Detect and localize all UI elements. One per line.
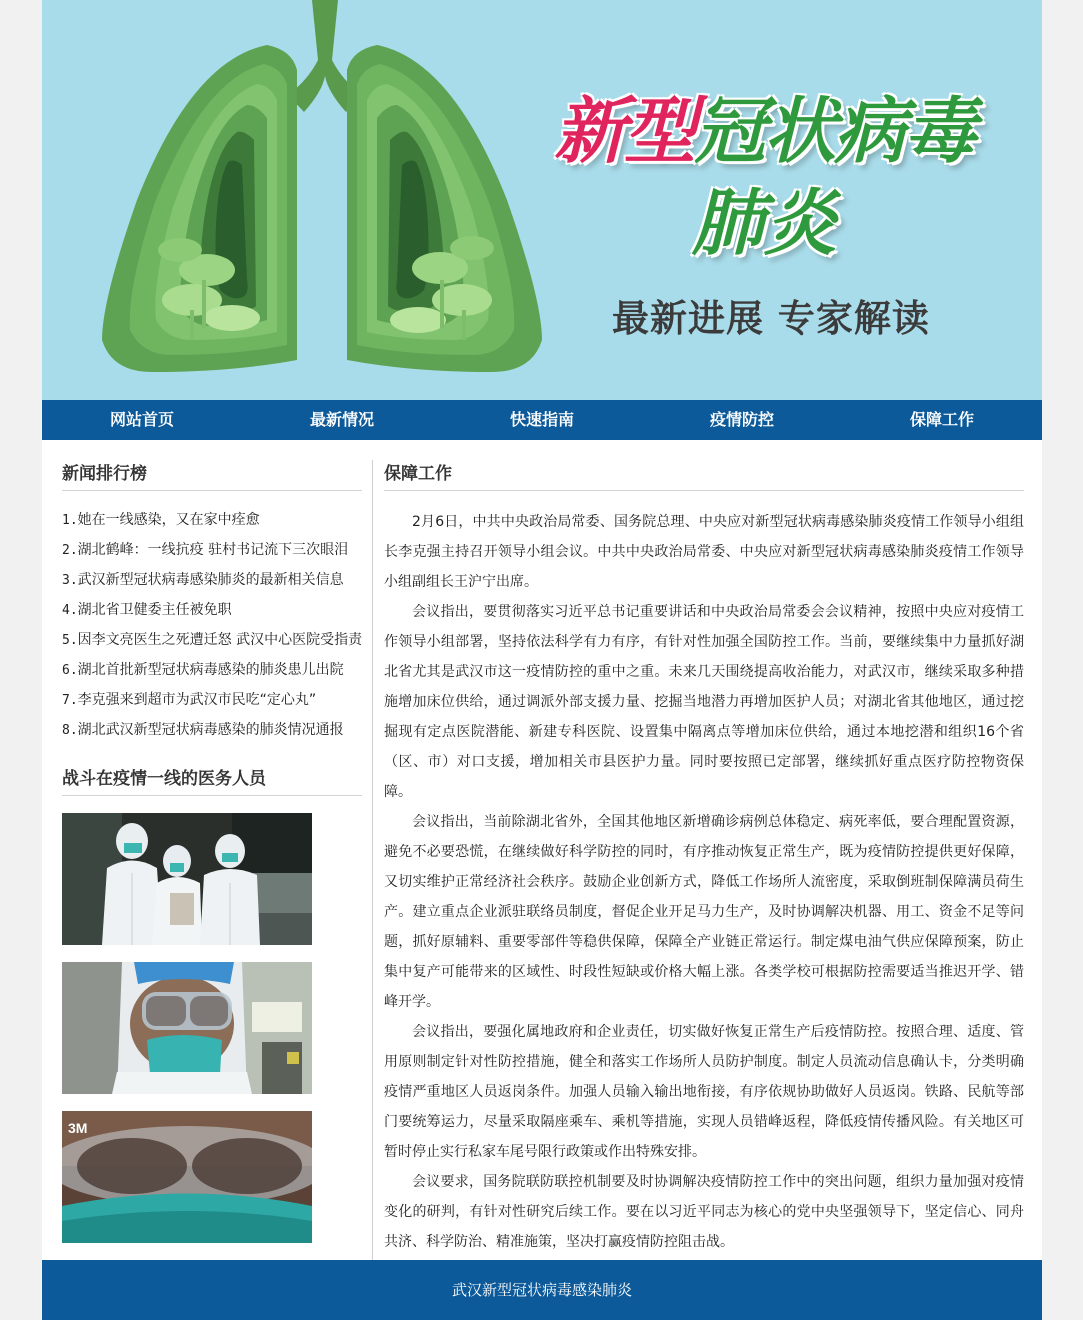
ranking-item[interactable] [62, 715, 362, 745]
nav-item-latest[interactable]: 最新情况 [309, 410, 374, 429]
sidebar [62, 460, 362, 1243]
footer [42, 1260, 1042, 1320]
ranking-link[interactable]: 她在一线感染，又在家中痊愈 [77, 512, 260, 528]
main-nav [42, 400, 1042, 440]
ranking-item[interactable] [62, 505, 362, 535]
ranking-item[interactable] [62, 625, 362, 655]
medical-staff-photo-2[interactable] [62, 962, 312, 1094]
ranking-link[interactable]: 李克强来到超市为武汉市民吃“定心丸” [77, 692, 317, 708]
ranking-number: 8. [62, 723, 78, 738]
ranking-item[interactable] [62, 685, 362, 715]
footer-text: 武汉新型冠状病毒感染肺炎 [451, 1281, 632, 1299]
ranking-link[interactable]: 湖北省卫健委主任被免职 [77, 602, 232, 618]
main-content [384, 460, 1024, 1257]
ranking-number: 7. [62, 693, 78, 708]
ranking-item[interactable] [62, 565, 362, 595]
nav-item-support[interactable]: 保障工作 [909, 410, 974, 429]
ranking-number: 3. [62, 573, 78, 588]
frontline-title: 战斗在疫情一线的医务人员 [62, 765, 362, 796]
main-section-title: 保障工作 [384, 460, 1024, 491]
banner [42, 0, 1042, 400]
nav-item-prevention[interactable]: 疫情防控 [709, 410, 774, 429]
article-body [384, 507, 1024, 1257]
banner-title-green: 冠状病毒 [694, 89, 975, 173]
article-paragraph: 会议指出，当前除湖北省外，全国其他地区新增确诊病例总体稳定、病死率低，要合理配置资源，避免不必要恐慌，在继续做好科学防控的同时，有序推动恢复正常生产，既为疫情防控提供更好保障，又切实维护正常经济社会秩序。鼓励企业创新方式，降低工作场所人流密度，采取倒班制保障满员荷生产。建立重点企业派驻联络员制度，督促企业开足马力生产，及时协调解决机器、用工、资金不足等问题，抓好原辅料、重要零部件等稳供保障，保障全产业链正常运行。制定煤电油气供应保障预案，防止集中复产可能带来的区域性、时段性短缺或价格大幅上涨。各类学校可根据防控需要适当推迟开学、错峰开学。 [384, 814, 1024, 1010]
ranking-item[interactable] [62, 595, 362, 625]
ranking-number: 2. [62, 543, 78, 558]
banner-subtitle: 最新进展 专家解读 [612, 297, 930, 340]
nav-item-home[interactable]: 网站首页 [109, 410, 174, 429]
ranking-number: 1. [62, 513, 78, 528]
banner-title-line2: 肺炎 [692, 181, 837, 265]
ranking-title: 新闻排行榜 [62, 460, 362, 491]
ranking-list [62, 505, 362, 745]
article-paragraph: 会议指出，要强化属地政府和企业责任，切实做好恢复正常生产后疫情防控。按照合理、适度、管用原则制定针对性防控措施，健全和落实工作场所人员防护制度。制定人员流动信息确认卡，分类明确疫情严重地区人员返岗条件。加强人员输入输出地衔接，有序依规协助做好人员返岗。铁路、民航等部门要统筹运力，尽量采取隔座乘车、乘机等措施，实现人员错峰返程，降低疫情传播风险。有关地区可暂时停止实行私家车尾号限行政策或作出特殊安排。 [384, 1024, 1024, 1160]
medical-staff-photo-3[interactable] [62, 1111, 312, 1243]
ranking-number: 5. [62, 633, 78, 648]
banner-title-red: 新型 [554, 89, 695, 173]
ranking-item[interactable] [62, 535, 362, 565]
nav-item-guide[interactable]: 快速指南 [509, 410, 574, 429]
ranking-number: 6. [62, 663, 78, 678]
page [42, 0, 1042, 1320]
ranking-link[interactable]: 武汉新型冠状病毒感染肺炎的最新相关信息 [77, 572, 344, 588]
ranking-number: 4. [62, 603, 78, 618]
brand-mark: 3M [68, 1120, 88, 1136]
column-divider [372, 460, 373, 1260]
ranking-link[interactable]: 湖北武汉新型冠状病毒感染的肺炎情况通报 [77, 722, 344, 738]
ranking-link[interactable]: 湖北鹤峰：一线抗疫 驻村书记流下三次眼泪 [77, 542, 349, 558]
lungs-illustration [42, 0, 602, 400]
article-paragraph: 会议要求，国务院联防联控机制要及时协调解决疫情防控工作中的突出问题，组织力量加强对疫情变化的研判，有针对性研究后续工作。要在以习近平同志为核心的党中央坚强领导下，坚定信心、同舟共济、科学防治、精准施策，坚决打赢疫情防控阻击战。 [384, 1174, 1024, 1250]
banner-title [554, 88, 1014, 174]
ranking-link[interactable]: 湖北首批新型冠状病毒感染的肺炎患儿出院 [77, 662, 344, 678]
ranking-item[interactable] [62, 655, 362, 685]
medical-staff-photo-1[interactable] [62, 813, 312, 945]
article-paragraph: 会议指出，要贯彻落实习近平总书记重要讲话和中央政治局常委会会议精神，按照中央应对疫情工作领导小组部署，坚持依法科学有力有序，有针对性加强全国防控工作。当前，要继续集中力量抓好湖北省尤其是武汉市这一疫情防控的重中之重。未来几天围绕提高收治能力，对武汉市，继续采取多种措施增加床位供给，通过调派外部支援力量、挖掘当地潜力再增加医护人员；对湖北省其他地区，通过挖掘现有定点医院潜能、新建专科医院、设置集中隔离点等增加床位供给，通过本地挖潜和组织16个省（区、市）对口支援，增加相关市县医护力量。同时要按照已定部署，继续抓好重点医疗防控物资保障。 [384, 604, 1024, 800]
ranking-link[interactable]: 因李文亮医生之死遭迁怒 武汉中心医院受指责 [77, 632, 362, 648]
article-paragraph: 2月6日，中共中央政治局常委、国务院总理、中央应对新型冠状病毒感染肺炎疫情工作领导小组组长李克强主持召开领导小组会议。中共中央政治局常委、中央应对新型冠状病毒感染肺炎疫情工作领导小组副组长王沪宁出席。 [384, 514, 1024, 590]
